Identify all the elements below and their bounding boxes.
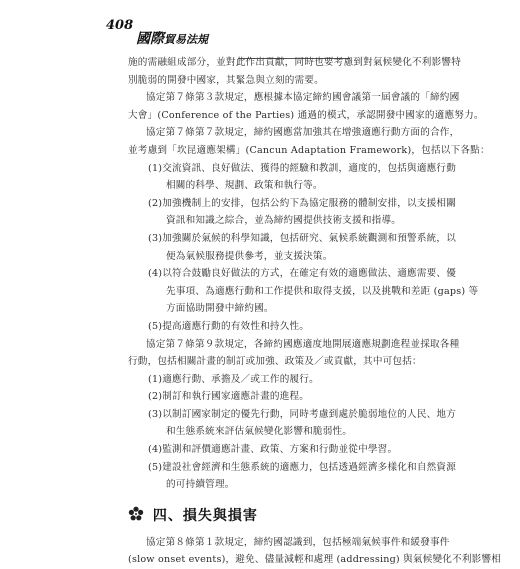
list-item: (4)監測和評價適應計畫、政策、方案和行動並從中學習。 bbox=[148, 444, 398, 456]
paragraph-line: 協定第７條第７款規定，締約國應當加強其在增強適應行動方面的合作， bbox=[146, 127, 460, 139]
list-item: (3)加強關於氣候的科學知識，包括研究、氣候系統觀測和預警系統，以 bbox=[148, 232, 457, 244]
document-body bbox=[128, 54, 502, 569]
list-item-continuation: 資訊和知識之綜合，並為締約國提供技術支援和指導。 bbox=[166, 215, 402, 227]
list-item-continuation: 先事項、為適應行動和工作提供和取得支援，以及挑戰和差距 (gaps) 等 bbox=[166, 285, 479, 297]
list-item: (5)提高適應行動的有效性和持久性。 bbox=[148, 320, 310, 332]
list-item: (3)以制訂國家制定的優先行動，同時考慮到處於脆弱地位的人民、地方 bbox=[148, 408, 457, 420]
paragraph-line: 行動，包括相關計畫的制訂或加強、政策及／或貢獻，其中可包括： bbox=[128, 356, 422, 368]
list-item: (1)交流資訊、良好做法、獲得的經驗和教訓，適度的，包括與適應行動 bbox=[148, 162, 457, 174]
flower-icon bbox=[128, 504, 144, 520]
paragraph-line: 協定第７條第９款規定，各締約國應適度地開展適應規劃進程並採取各種 bbox=[146, 338, 460, 350]
list-item: (2)加強機制上的安排，包括公約下為協定服務的體制安排，以支援相關 bbox=[148, 197, 457, 209]
paragraph-line: 施的需融組成部分，並對此作出貢獻，同時也要考慮到對氣候變化不利影響特 bbox=[128, 57, 461, 68]
list-item: (2)制訂和執行國家適應計畫的進程。 bbox=[148, 391, 310, 403]
section-title: 四、損失與損害 bbox=[152, 507, 258, 524]
page-number: 408 bbox=[106, 18, 134, 33]
list-item-continuation: 和生態系統來評估氣候變化影響和脆弱性。 bbox=[166, 426, 353, 438]
paragraph-line: 協定第７條第３款規定，應根據本協定締約國會議第一屆會議的「締約國 bbox=[146, 92, 460, 104]
paragraph-line: 協定第８條第１款規定，締約國認識到，包括極端氣候事件和緩發事件 bbox=[146, 536, 450, 548]
list-item: (4)以符合鼓勵良好做法的方式，在確定有效的適應做法、適應需要、優 bbox=[148, 268, 457, 280]
list-item-continuation: 相關的科學、規劃、政策和執行等。 bbox=[166, 180, 323, 192]
list-item-continuation: 便為氣候服務提供參考，並支援決策。 bbox=[166, 250, 333, 262]
book-title-main: 國際 bbox=[136, 31, 164, 47]
book-title bbox=[136, 28, 208, 48]
list-item-continuation: 的可持續管理。 bbox=[166, 479, 235, 491]
section-heading bbox=[128, 502, 396, 530]
list-item: (5)建設社會經濟和生態系統的適應力，包括透過經濟多樣化和自然資源 bbox=[148, 461, 457, 473]
list-item-continuation: 方面協助開發中締約國。 bbox=[166, 303, 274, 315]
paragraph-line: 大會」(Conference of the Parties) 通過的模式，承認開發中國家的適應努力。 bbox=[128, 109, 484, 121]
paragraph-line: 並考慮到「坎昆適應架構」(Cancun Adaptation Framework)，包括以下各點： bbox=[128, 144, 490, 156]
book-title-sub: 貿易法規 bbox=[164, 33, 208, 46]
paragraph-line: 別脆弱的開發中國家，其緊急與立刻的需要。 bbox=[128, 74, 324, 86]
paragraph-line: (slow onset events)，避免、儘量減輕和處理 (addressing) 與氣候變化不利影響相 bbox=[128, 554, 502, 566]
list-item: (1)適應行動、承擔及／或工作的履行。 bbox=[148, 373, 319, 385]
